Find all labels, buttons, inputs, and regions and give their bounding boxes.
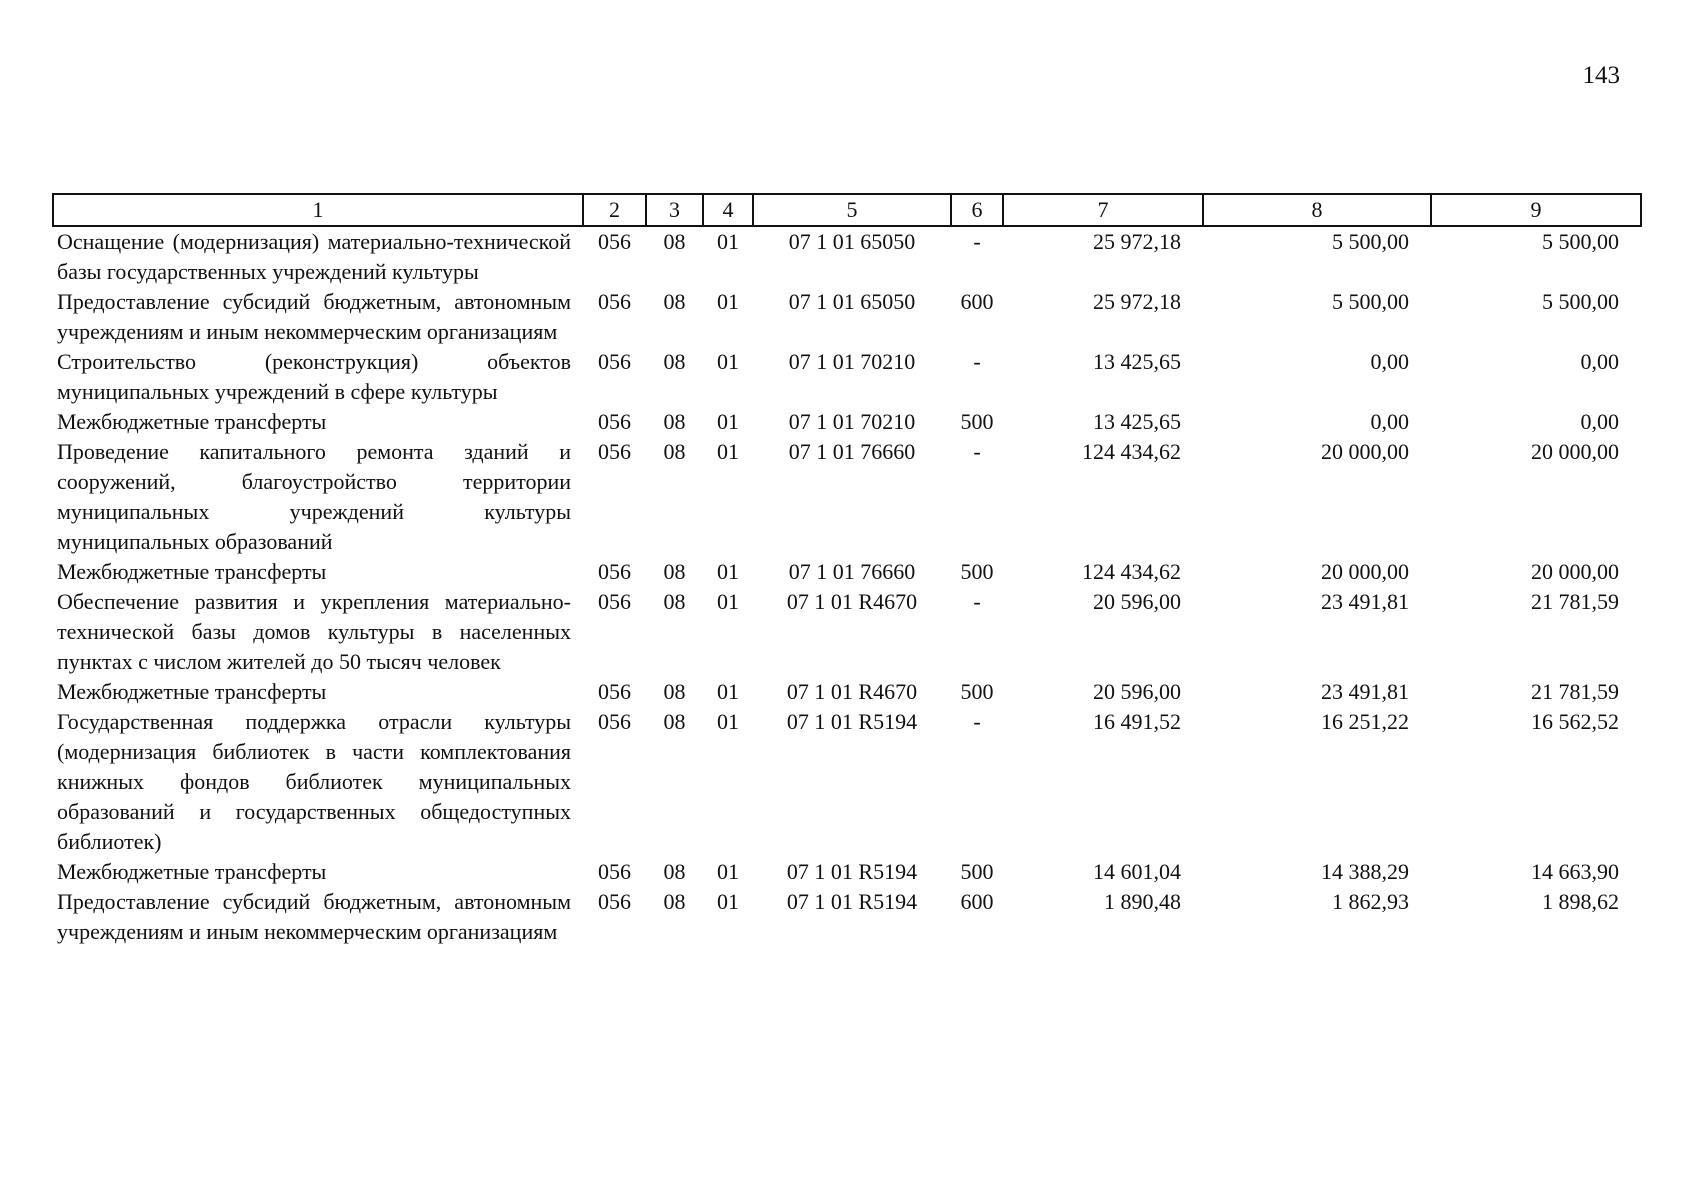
cell-c2: 056 [598, 889, 631, 914]
cell-c4: 01 [717, 349, 739, 374]
table-row [53, 437, 1641, 557]
cell-c8: 1 862,93 [1332, 889, 1409, 914]
table-row [53, 287, 1641, 347]
cell-c2: 056 [598, 229, 631, 254]
row-name: Государственная поддержка отрасли культуры (модернизация библиотек в части комплектования книжных фондов библиотек муниципальных образований и государственных общедоступных библиотек) [57, 709, 571, 854]
cell-c6: - [973, 709, 981, 734]
cell-c8: 20 000,00 [1321, 439, 1409, 464]
row-name: Межбюджетные трансферты [57, 859, 327, 884]
cell-c4: 01 [717, 229, 739, 254]
table-row [53, 407, 1641, 437]
cell-c6: 600 [960, 889, 994, 914]
cell-c2: 056 [598, 679, 631, 704]
cell-c5: 07 1 01 76660 [788, 559, 916, 584]
cell-c8: 5 500,00 [1332, 289, 1409, 314]
cell-c9: 20 000,00 [1531, 439, 1619, 464]
cell-c6: 500 [960, 559, 994, 584]
column-header: 7 [1003, 194, 1203, 226]
column-header: 8 [1203, 194, 1431, 226]
cell-c4: 01 [717, 439, 739, 464]
cell-c3: 08 [663, 679, 686, 704]
cell-c4: 01 [717, 409, 739, 434]
cell-c3: 08 [663, 229, 686, 254]
cell-c7: 13 425,65 [1093, 349, 1181, 374]
row-name: Строительство (реконструкция) объектов муниципальных учреждений в сфере культуры [57, 349, 571, 404]
cell-c8: 16 251,22 [1321, 709, 1409, 734]
cell-c2: 056 [598, 559, 631, 584]
cell-c7: 20 596,00 [1093, 589, 1181, 614]
cell-c7: 25 972,18 [1093, 229, 1181, 254]
cell-c9: 1 898,62 [1542, 889, 1619, 914]
cell-c9: 5 500,00 [1542, 289, 1619, 314]
cell-c2: 056 [598, 439, 631, 464]
cell-c7: 16 491,52 [1093, 709, 1181, 734]
cell-c6: 500 [960, 409, 994, 434]
cell-c3: 08 [663, 349, 686, 374]
cell-c8: 23 491,81 [1321, 679, 1409, 704]
column-header: 1 [53, 194, 583, 226]
cell-c6: 500 [960, 679, 994, 704]
cell-c5: 07 1 01 70210 [788, 409, 916, 434]
column-header: 4 [703, 194, 753, 226]
cell-c9: 0,00 [1580, 409, 1619, 434]
table-row [53, 857, 1641, 887]
cell-c7: 124 434,62 [1082, 439, 1181, 464]
cell-c8: 0,00 [1370, 409, 1409, 434]
cell-c3: 08 [663, 409, 686, 434]
row-name: Обеспечение развития и укрепления материально-технической базы домов культуры в населенных пунктах с числом жителей до 50 тысяч человек [57, 589, 571, 674]
cell-c9: 21 781,59 [1531, 589, 1619, 614]
table-row [53, 677, 1641, 707]
cell-c2: 056 [598, 409, 631, 434]
cell-c4: 01 [717, 289, 739, 314]
cell-c6: - [973, 439, 981, 464]
cell-c7: 13 425,65 [1093, 409, 1181, 434]
cell-c7: 14 601,04 [1093, 859, 1181, 884]
cell-c3: 08 [663, 889, 686, 914]
cell-c4: 01 [717, 889, 739, 914]
row-name: Предоставление субсидий бюджетным, автономным учреждениям и иным некоммерческим организациям [57, 289, 571, 344]
column-header: 9 [1431, 194, 1641, 226]
cell-c8: 5 500,00 [1332, 229, 1409, 254]
cell-c6: 500 [960, 859, 994, 884]
cell-c6: - [973, 589, 981, 614]
column-header: 2 [583, 194, 646, 226]
cell-c2: 056 [598, 349, 631, 374]
cell-c5: 07 1 01 70210 [788, 349, 916, 374]
budget-table [52, 193, 1642, 947]
row-name: Межбюджетные трансферты [57, 679, 327, 704]
row-name: Оснащение (модернизация) материально-технической базы государственных учреждений культуры [57, 229, 571, 284]
cell-c3: 08 [663, 589, 686, 614]
cell-c7: 124 434,62 [1082, 559, 1181, 584]
cell-c2: 056 [598, 709, 631, 734]
cell-c2: 056 [598, 859, 631, 884]
cell-c6: - [973, 349, 981, 374]
cell-c6: 600 [960, 289, 994, 314]
cell-c4: 01 [717, 559, 739, 584]
cell-c9: 21 781,59 [1531, 679, 1619, 704]
cell-c4: 01 [717, 709, 739, 734]
cell-c3: 08 [663, 289, 686, 314]
cell-c9: 5 500,00 [1542, 229, 1619, 254]
cell-c8: 23 491,81 [1321, 589, 1409, 614]
cell-c4: 01 [717, 859, 739, 884]
cell-c2: 056 [598, 589, 631, 614]
table-header-row [53, 194, 1641, 226]
table-row [53, 347, 1641, 407]
cell-c3: 08 [663, 439, 686, 464]
table-row [53, 226, 1641, 287]
table-row [53, 887, 1641, 947]
cell-c5: 07 1 01 65050 [788, 229, 916, 254]
table-row [53, 557, 1641, 587]
cell-c4: 01 [717, 679, 739, 704]
cell-c4: 01 [717, 589, 739, 614]
cell-c9: 0,00 [1580, 349, 1619, 374]
column-header: 3 [646, 194, 703, 226]
cell-c3: 08 [663, 709, 686, 734]
cell-c5: 07 1 01 76660 [788, 439, 916, 464]
cell-c9: 20 000,00 [1531, 559, 1619, 584]
table-row [53, 587, 1641, 677]
row-name: Межбюджетные трансферты [57, 559, 327, 584]
cell-c8: 14 388,29 [1321, 859, 1409, 884]
column-header: 6 [951, 194, 1003, 226]
cell-c5: 07 1 01 R5194 [786, 859, 918, 884]
cell-c5: 07 1 01 R4670 [786, 679, 918, 704]
cell-c8: 0,00 [1370, 349, 1409, 374]
cell-c8: 20 000,00 [1321, 559, 1409, 584]
cell-c3: 08 [663, 559, 686, 584]
cell-c2: 056 [598, 289, 631, 314]
cell-c5: 07 1 01 R4670 [786, 589, 918, 614]
cell-c5: 07 1 01 R5194 [786, 889, 918, 914]
cell-c5: 07 1 01 65050 [788, 289, 916, 314]
cell-c7: 1 890,48 [1104, 889, 1181, 914]
row-name: Проведение капитального ремонта зданий и сооружений, благоустройство территории муниципальных учреждений культуры муниципальных образований [57, 439, 571, 554]
cell-c6: - [973, 229, 981, 254]
cell-c9: 16 562,52 [1531, 709, 1619, 734]
table-row [53, 707, 1641, 857]
cell-c9: 14 663,90 [1531, 859, 1619, 884]
row-name: Предоставление субсидий бюджетным, автономным учреждениям и иным некоммерческим организациям [57, 889, 571, 944]
column-header: 5 [753, 194, 951, 226]
cell-c3: 08 [663, 859, 686, 884]
page-number: 143 [1582, 62, 1620, 89]
cell-c7: 25 972,18 [1093, 289, 1181, 314]
row-name: Межбюджетные трансферты [57, 409, 327, 434]
cell-c7: 20 596,00 [1093, 679, 1181, 704]
cell-c5: 07 1 01 R5194 [786, 709, 918, 734]
